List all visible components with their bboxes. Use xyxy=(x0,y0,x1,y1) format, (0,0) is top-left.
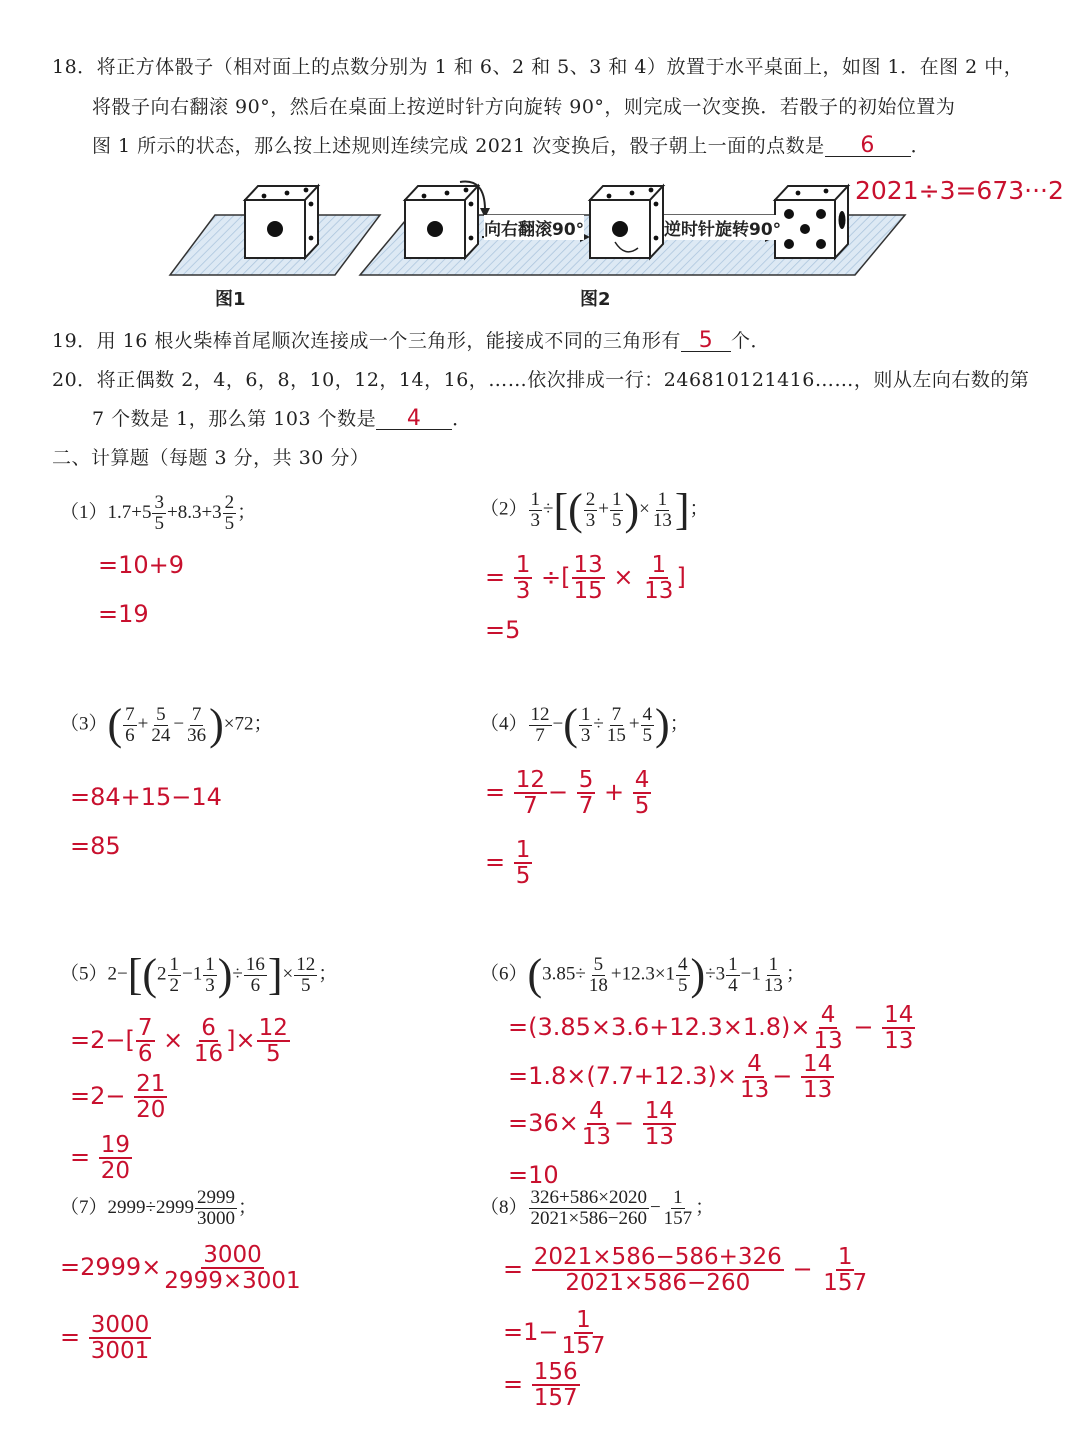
problem-5: （5）2−[(2 $\frac{1}{2}$ −1 $\frac{1}{3}$ )÷ $\frac{16}{6}$ ]× $\frac{12}{5}$ ； xyxy=(60,950,338,999)
problem-7-label: （7） xyxy=(60,1196,108,1218)
p1-work-2: =19 xyxy=(98,600,149,628)
p1-work-1: =10+9 xyxy=(98,551,185,579)
problem-7-expr: 2999÷2999 xyxy=(107,1196,194,1218)
q19-text: 19．用 16 根火柴棒首尾顺次连接成一个三角形，能接成不同的三角形有 xyxy=(52,330,681,352)
problem-2-label: （2） xyxy=(480,498,528,520)
p8-work-3: = $\frac{156}{157}$ xyxy=(503,1359,578,1412)
p7-work-1-text: =2999× xyxy=(60,1253,162,1282)
rotate-label: 逆时针旋转90° xyxy=(664,215,781,240)
problem-2: （2） $\frac{1}{3}$ ÷[( $\frac{2}{3}$ + $\frac{1}{5}$ )× $\frac{1}{13}$ ]； xyxy=(480,485,709,534)
problem-3-label: （3） xyxy=(60,713,108,735)
p6-work-3-text: =36× xyxy=(508,1109,579,1138)
q18-end: ． xyxy=(910,135,931,157)
q20-line2 xyxy=(92,404,472,431)
p2-work-2: =5 xyxy=(485,616,521,644)
problem-4-label: （4） xyxy=(480,713,528,735)
p3-work-1: =84+15−14 xyxy=(70,783,222,811)
q18-answer: 6 xyxy=(825,136,911,157)
p2-work-1: = $\frac{1}{3}$ ÷[ $\frac{13}{15}$ × $\frac{1}{13}$ ] xyxy=(485,552,686,605)
p6-work-4: =10 xyxy=(508,1161,559,1189)
q18-line2: 将骰子向右翻滚 90°，然后在桌面上按逆时针方向旋转 90°，则完成一次变换．若骰子的初始位置为 xyxy=(92,96,956,118)
problem-7: （7）2999÷2999 $\frac{2999}{3000}$ ； xyxy=(60,1187,257,1229)
p6-work-2: =1.8×(7.7+12.3)× $\frac{4}{13}$ − $\frac{14}{13}$ xyxy=(508,1051,833,1104)
fig2-caption: 图2 xyxy=(580,289,611,310)
p8-work-2-text: =1− xyxy=(503,1318,559,1347)
section-2-title: 二、计算题（每题 3 分，共 30 分） xyxy=(52,447,370,469)
problem-4: （4） $\frac{12}{7}$ −( $\frac{1}{3}$ ÷ $\frac{7}{15}$ + $\frac{4}{5}$ )； xyxy=(480,700,689,749)
q19 xyxy=(52,326,770,353)
die-fig2-final xyxy=(775,186,848,258)
q18-line1: 18．将正方体骰子（相对面上的点数分别为 1 和 6、2 和 5、3 和 4）放置于水平桌面上，如图 1．在图 2 中， xyxy=(52,56,1024,78)
p6-work-1: =(3.85×3.6+12.3×1.8)× $\frac{4}{13}$ − $\frac{14}{13}$ xyxy=(508,1002,914,1055)
q18-note: 2021÷3=673···2 xyxy=(855,176,1064,205)
p5-work-3: = $\frac{19}{20}$ xyxy=(70,1132,131,1185)
q18-line3-text: 图 1 所示的状态，那么按上述规则连续完成 2021 次变换后，骰子朝上一面的点数是 xyxy=(92,135,825,157)
fig1-caption: 图1 xyxy=(215,289,246,310)
p4-work-1: = $\frac{12}{7}$ − $\frac{5}{7}$ + $\frac{4}{5}$ xyxy=(485,767,650,820)
q20-line2-text: 7 个数是 1，那么第 103 个数是 xyxy=(92,408,377,430)
problem-1-label: （1） xyxy=(60,501,108,523)
p7-work-1: =2999× $\frac{3000}{2999\times 3001}$ xyxy=(60,1242,301,1295)
problem-3: （3）( $\frac{7}{6}$ + $\frac{5}{24}$ − $\frac{7}{36}$ )×72； xyxy=(60,700,273,749)
p5-work-2: =2− $\frac{21}{20}$ xyxy=(70,1071,166,1124)
problem-8-label: （8） xyxy=(480,1196,528,1218)
q18-line3 xyxy=(92,131,930,158)
problem-8: （8） $\frac{326+586\times 2020}{2021\times 586-260}$ − $\frac{1}{157}$ ； xyxy=(480,1187,715,1229)
p6-work-2-text: =1.8×(7.7+12.3)× xyxy=(508,1062,737,1091)
p6-work-3: =36× $\frac{4}{13}$ − $\frac{14}{13}$ xyxy=(508,1098,675,1151)
problem-6: （6）(3.85÷ $\frac{5}{18}$ +12.3×1 $\frac{4}{5}$ )÷3 $\frac{1}{4}$ −1 $\frac{1}{13}$ ； xyxy=(480,950,805,999)
q20-end: ． xyxy=(452,408,472,430)
roll-label: 向右翻滚90° xyxy=(484,215,584,240)
p6-work-1-text: =(3.85×3.6+12.3×1.8)× xyxy=(508,1013,811,1042)
q19-end: 个． xyxy=(730,330,770,352)
p5-work-1: =2−[ $\frac{7}{6}$ × $\frac{6}{16}$ ]× $\frac{12}{5}$ xyxy=(70,1015,288,1068)
q20-line1: 20．将正偶数 2，4，6，8，10，12，14，16，……依次排成一行：246810121416……，则从左向右数的第 xyxy=(52,369,1030,391)
p7-work-2: = $\frac{3000}{3001}$ xyxy=(60,1312,150,1365)
p8-work-1: = $\frac{2021\times 586-586+326}{2021\times 586-260}$ − $\frac{1}{157}$ xyxy=(503,1244,868,1297)
die-fig2-rolled xyxy=(590,186,663,258)
p3-work-2: =85 xyxy=(70,832,121,860)
problem-1: （1）1.7+5 $\frac{3}{5}$ +8.3+3 $\frac{2}{5}$ ； xyxy=(60,492,257,534)
problem-6-label: （6） xyxy=(480,963,528,985)
q20-answer: 4 xyxy=(376,409,452,430)
p8-work-2: =1− $\frac{1}{157}$ xyxy=(503,1307,606,1360)
die-fig1 xyxy=(245,186,318,258)
q19-answer: 5 xyxy=(681,331,731,352)
p4-work-2: = $\frac{1}{5}$ xyxy=(485,837,531,890)
problem-5-label: （5） xyxy=(60,963,108,985)
